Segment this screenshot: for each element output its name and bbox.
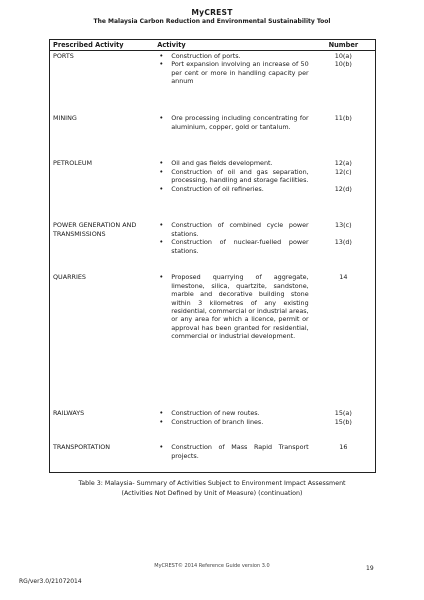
number-cell: [312, 443, 376, 473]
activity-item: • Construction of oil refineries.: [154, 185, 308, 193]
activity-item: • Construction of Mass Rapid Transport projects.: [154, 443, 308, 460]
activity-cell: [154, 114, 311, 159]
activity-number: 12(a): [334, 159, 352, 168]
table-row: [50, 159, 376, 221]
document-version-code: RG/ver3.0/21072014: [19, 578, 82, 585]
activity-item: • Construction of branch lines.: [154, 418, 308, 426]
activity-item: • Construction of combined cycle power stations.: [154, 221, 308, 238]
header-activity: Activity: [154, 40, 311, 51]
activity-item: • Construction of new routes.: [154, 409, 308, 417]
prescribed-activity-cell: PORTS: [53, 51, 74, 60]
activity-item: • Port expansion involving an increase of 50 per cent or more in handling capacity per annum: [154, 60, 308, 85]
table-caption: [40, 479, 384, 499]
activity-number: 13(d): [334, 238, 352, 247]
activity-cell: [154, 273, 311, 409]
table-row: [50, 221, 376, 273]
table-header-row: [50, 40, 376, 51]
activity-item: • Oil and gas fields development.: [154, 159, 308, 167]
page-number: 19: [366, 565, 374, 572]
activity-item: • Ore processing including concentrating for aluminium, copper, gold or tantalum.: [154, 114, 308, 131]
activity-number: 10(b): [334, 60, 352, 69]
activity-cell: [154, 51, 311, 114]
activity-item: • Construction of oil and gas separation, processing, handling and storage facilities.: [154, 168, 308, 185]
header-prescribed-activity: Prescribed Activity: [50, 40, 155, 51]
activity-cell: [154, 159, 311, 221]
activity-number: 15(a): [334, 409, 352, 418]
number-cell: [312, 159, 376, 221]
prescribed-activity-cell: QUARRIES: [53, 273, 86, 282]
activity-number: 15(b): [334, 417, 352, 426]
table-row: [50, 51, 376, 114]
number-cell: [312, 273, 376, 409]
activity-number: 16: [339, 443, 348, 452]
table-row: [50, 114, 376, 159]
footer-reference-guide: MyCREST© 2014 Reference Guide version 3.0: [154, 563, 270, 569]
prescribed-activity-cell: MINING: [53, 114, 77, 123]
caption-line-1: Table 3: Malaysia- Summary of Activities Subject to Environment Impact Assessment: [78, 480, 346, 487]
caption-line-2: (Activities Not Defined by Unit of Measure) (continuation): [121, 490, 303, 497]
activity-cell: [154, 409, 311, 443]
activity-item: • Construction of ports.: [154, 52, 308, 60]
activity-number: 13(c): [335, 221, 352, 230]
prescribed-activity-cell: RAILWAYS: [53, 409, 85, 418]
prescribed-activity-cell: POWER GENERATION AND TRANSMISSIONS: [53, 221, 137, 238]
table-row: [50, 443, 376, 473]
number-cell: [312, 409, 376, 443]
document-subtitle: The Malaysia Carbon Reduction and Environmental Sustainability Tool: [93, 18, 331, 25]
number-cell: [312, 221, 376, 273]
activity-number: 12(c): [335, 167, 352, 176]
table-row: [50, 409, 376, 443]
activity-cell: [154, 221, 311, 273]
activity-item: • Construction of nuclear-fuelled power stations.: [154, 238, 308, 255]
activity-item: • Proposed quarrying of aggregate, limestone, silica, quartzite, sandstone, marble and decorative building stone within 3 kilometres of any existing residential, commercial or industrial areas, or any area for which a licence, permit or approval has been granted for residential, commercial or industrial development.: [154, 273, 308, 340]
prescribed-activity-cell: PETROLEUM: [53, 159, 93, 168]
document-title: MyCREST: [191, 8, 233, 17]
activity-number: 11(b): [334, 114, 352, 123]
prescribed-activity-cell: TRANSPORTATION: [53, 443, 111, 452]
number-cell: [312, 114, 376, 159]
number-cell: [312, 51, 376, 114]
table-row: [50, 273, 376, 409]
activity-number: 14: [339, 273, 348, 282]
activity-cell: [154, 443, 311, 473]
activity-number: 12(d): [334, 184, 352, 193]
eia-activities-table: [49, 39, 376, 473]
header-number: Number: [312, 40, 376, 51]
activity-number: 10(a): [334, 51, 352, 60]
